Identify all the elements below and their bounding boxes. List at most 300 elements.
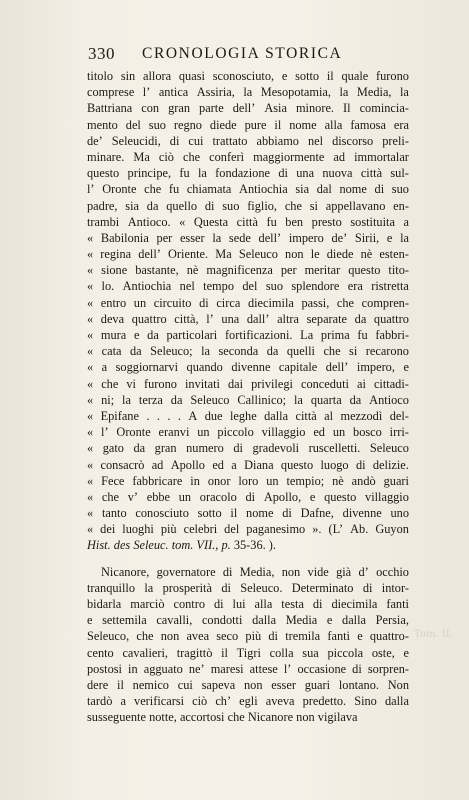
- word: nè: [360, 247, 373, 262]
- word: villaggio: [365, 489, 409, 504]
- word: del: [224, 522, 240, 537]
- word: susseguente: [87, 710, 146, 725]
- word: «: [87, 263, 94, 278]
- word: Ma: [133, 149, 150, 164]
- text-line: [87, 359, 409, 375]
- word: Seleucidi,: [111, 133, 161, 148]
- word: settemila: [102, 613, 147, 628]
- word: e: [386, 230, 393, 245]
- word: da: [354, 311, 367, 326]
- word: a: [231, 457, 237, 472]
- word: l’: [283, 661, 292, 676]
- text-line: [87, 473, 409, 489]
- word: bosco: [353, 425, 382, 440]
- word: quattro: [131, 311, 167, 326]
- word: .: [156, 408, 160, 423]
- word: deva: [100, 311, 125, 326]
- word: pure: [244, 117, 267, 132]
- word: era: [393, 117, 409, 132]
- word: minare.: [87, 149, 125, 164]
- word: per: [156, 230, 173, 245]
- word: la: [197, 166, 207, 181]
- word: che: [182, 149, 201, 164]
- word: sia: [125, 198, 139, 213]
- text-line: [87, 149, 409, 165]
- word: regno: [173, 117, 202, 132]
- word: circa: [216, 295, 241, 310]
- word: colla: [269, 645, 294, 660]
- word: la: [122, 392, 131, 407]
- word: a: [101, 360, 108, 375]
- text-line: [87, 596, 409, 612]
- word: un: [332, 425, 346, 440]
- word: seco: [216, 629, 239, 644]
- word: suo: [222, 198, 240, 213]
- word: attese: [249, 661, 278, 676]
- word: Il: [343, 101, 351, 116]
- word: ruscelletti.: [308, 441, 361, 456]
- word: la: [243, 85, 253, 100]
- word: di: [374, 182, 385, 197]
- word: diecimila: [331, 597, 378, 611]
- word: nel: [307, 133, 324, 148]
- body-text: [87, 68, 409, 726]
- word: nè: [332, 473, 344, 488]
- word: invitati: [184, 376, 220, 391]
- word: una: [296, 166, 315, 181]
- word: un: [133, 295, 147, 310]
- word: Seleuco,: [87, 629, 130, 644]
- word: dere: [87, 677, 109, 692]
- text-line: [87, 84, 409, 100]
- word: capitale: [278, 360, 318, 375]
- word: «: [87, 295, 94, 310]
- text-line: [87, 564, 409, 580]
- word: oracolo: [199, 489, 237, 504]
- word: sotto: [295, 69, 320, 83]
- text-line: [87, 117, 409, 133]
- word: nemico: [132, 677, 169, 692]
- word: si: [349, 344, 358, 359]
- word: Ab.: [350, 522, 369, 537]
- word: mento: [87, 117, 118, 132]
- word: agguato: [143, 661, 183, 676]
- word: ben: [285, 214, 304, 229]
- word: cui: [188, 133, 204, 148]
- word: loro: [238, 473, 259, 488]
- word: nè: [186, 263, 199, 278]
- word: particolari: [166, 328, 218, 342]
- word: da: [170, 392, 183, 407]
- word: tempio;: [286, 473, 325, 488]
- word: esser: [271, 677, 296, 692]
- word: .: [167, 408, 171, 423]
- word: cata: [101, 344, 122, 359]
- word: tardò: [87, 694, 113, 709]
- word: occhio: [376, 564, 409, 579]
- word: piccolo: [217, 425, 254, 440]
- word: questo: [87, 166, 120, 181]
- word: onor: [207, 473, 231, 488]
- word: «: [87, 360, 94, 375]
- word: Seleuco: [238, 247, 278, 262]
- word: dell’: [258, 230, 282, 245]
- word: lontano.: [338, 677, 379, 692]
- word: Guyon: [375, 522, 409, 537]
- text-line: [87, 214, 409, 230]
- word: principe,: [127, 166, 172, 181]
- word: gran: [168, 101, 191, 116]
- word: Antioco.: [127, 214, 171, 229]
- word: di: [282, 506, 292, 521]
- word: Seleuco.: [240, 580, 283, 595]
- word: .: [177, 408, 181, 423]
- word: quasi: [178, 69, 205, 83]
- word: Seleuc.: [133, 538, 169, 553]
- word: cavalli,: [156, 613, 193, 628]
- word: vi: [126, 376, 136, 391]
- word: «: [87, 328, 94, 342]
- word: quattro: [373, 311, 409, 326]
- page-number: 330: [88, 44, 115, 63]
- word: dall’: [246, 311, 270, 326]
- word: compren-: [361, 295, 409, 310]
- word: testa: [281, 597, 304, 611]
- text-line: [87, 440, 409, 456]
- word: Antiochia: [239, 182, 288, 197]
- word: comincia-: [359, 101, 409, 116]
- word: v’: [127, 489, 139, 504]
- word: questo: [280, 457, 314, 472]
- word: il: [274, 117, 282, 132]
- word: il: [326, 69, 334, 83]
- word: non: [285, 247, 304, 262]
- word: il: [221, 645, 228, 660]
- word: conosciuto: [135, 506, 189, 521]
- word: tranquillo: [87, 580, 135, 595]
- word: questo: [324, 489, 357, 504]
- paragraph-gap: [87, 554, 409, 564]
- word: del-: [389, 408, 409, 423]
- word: due: [204, 408, 223, 423]
- word: fortificazioni.: [224, 328, 293, 342]
- word: Fece: [101, 473, 125, 488]
- word: di: [355, 457, 366, 472]
- word: non: [281, 564, 301, 579]
- word: maresi: [210, 661, 244, 676]
- word: di: [268, 629, 278, 644]
- word: notte,: [149, 710, 177, 725]
- word: per: [280, 263, 297, 278]
- word: separate: [306, 311, 348, 326]
- word: regina: [100, 247, 132, 262]
- word: non: [296, 710, 315, 725]
- word: «: [179, 214, 186, 229]
- text-line: [87, 661, 409, 677]
- word: Media,: [356, 85, 392, 100]
- word: Ma: [215, 247, 232, 262]
- word: allora: [143, 69, 172, 83]
- text-line: [87, 165, 409, 181]
- text-line: [87, 677, 409, 693]
- text-line: [87, 343, 409, 359]
- word: Questa: [193, 214, 229, 229]
- word: l’: [101, 425, 109, 440]
- word: Persia,: [375, 613, 409, 628]
- word: e: [281, 69, 288, 83]
- word: quarta: [310, 392, 342, 407]
- word: del: [242, 279, 258, 294]
- word: comprese: [87, 85, 135, 100]
- word: «: [87, 489, 94, 504]
- word: circuito: [153, 295, 192, 310]
- word: «: [87, 230, 94, 245]
- word: Oriente.: [168, 247, 209, 262]
- word: che: [323, 344, 341, 359]
- word: ebbe: [146, 489, 171, 504]
- word: avea: [186, 629, 210, 644]
- word: Determinato: [291, 580, 354, 595]
- word: «: [87, 247, 94, 262]
- word: VII.,: [196, 538, 219, 553]
- word: mura: [100, 328, 127, 342]
- word: dell’: [325, 360, 349, 375]
- word: accortosi: [179, 710, 225, 725]
- text-line: [87, 100, 409, 116]
- word: fanti: [327, 629, 350, 644]
- word: «: [87, 506, 94, 521]
- word: alla: [324, 117, 343, 132]
- word: non: [160, 629, 180, 644]
- word: già: [336, 564, 352, 579]
- word: Seleuco;: [150, 344, 193, 359]
- word: suo: [391, 182, 409, 197]
- word: conceduti: [300, 376, 349, 391]
- text-line: [87, 537, 409, 553]
- word: «: [87, 344, 94, 359]
- word: cui: [177, 677, 193, 692]
- word: la: [400, 85, 409, 100]
- word: Media,: [239, 564, 275, 579]
- word: quando: [186, 360, 223, 375]
- word: esser: [179, 230, 205, 245]
- word: antica: [158, 85, 189, 100]
- word: irri-: [389, 425, 409, 440]
- word: una: [221, 311, 240, 326]
- word: abbiamo: [256, 133, 299, 148]
- word: fabbri-: [375, 328, 409, 342]
- word: di: [204, 198, 215, 213]
- word: e: [133, 328, 140, 342]
- word: del: [125, 117, 141, 132]
- text-line: [87, 489, 409, 505]
- word: ni;: [101, 392, 115, 407]
- text-line: [87, 181, 409, 197]
- word: cittadi-: [373, 376, 409, 391]
- word: de’: [87, 133, 103, 148]
- word: ciò: [158, 149, 174, 164]
- text-line: [87, 709, 409, 725]
- word: p.: [221, 538, 231, 553]
- word: da: [133, 441, 146, 456]
- word: gradevoli: [252, 441, 300, 456]
- word: piccola: [327, 645, 364, 660]
- word: dalla: [384, 694, 409, 709]
- word: a: [120, 694, 126, 709]
- word: prosperità: [162, 580, 212, 595]
- word: suo: [265, 279, 283, 294]
- word: ad: [333, 149, 346, 164]
- word: di: [312, 597, 323, 611]
- word: consacrò: [100, 457, 145, 472]
- word: predetto.: [302, 694, 347, 709]
- word: sconosciuto,: [212, 69, 275, 83]
- word: di: [233, 441, 243, 456]
- word: dalla: [252, 613, 277, 628]
- text-line: [87, 198, 409, 214]
- word: Asia: [264, 101, 287, 116]
- text-line: [87, 505, 409, 521]
- word: dei: [100, 522, 116, 537]
- word: da: [349, 392, 362, 407]
- word: intor-: [381, 580, 409, 595]
- text-line: [87, 68, 409, 84]
- word: quelli: [286, 344, 315, 359]
- word: dell’: [232, 101, 256, 116]
- word: paganesimo: [246, 522, 306, 537]
- word: Media: [285, 613, 318, 628]
- word: presto: [311, 214, 342, 229]
- word: da: [266, 344, 279, 359]
- word: bastante,: [135, 263, 179, 278]
- word: ai: [356, 376, 366, 391]
- text-line: [87, 392, 409, 408]
- word: cavalieri,: [122, 645, 169, 660]
- word: vide: [307, 564, 329, 579]
- word: ciò: [192, 694, 208, 709]
- word: e: [309, 489, 316, 504]
- word: l’: [206, 311, 214, 326]
- word: Hist.: [87, 538, 111, 553]
- word: uno: [390, 506, 409, 521]
- word: conferì: [209, 149, 245, 164]
- word: si: [309, 198, 318, 213]
- word: minore.: [295, 101, 335, 116]
- word: governatore: [156, 564, 216, 579]
- word: diede: [209, 117, 237, 132]
- word: Nicanore,: [101, 564, 150, 579]
- word: sia: [295, 182, 310, 197]
- text-line: [87, 457, 409, 473]
- text-line: [87, 311, 409, 327]
- running-title: CRONOLOGIA STORICA: [142, 45, 343, 62]
- word: Epifane: [100, 408, 139, 423]
- word: parte: [199, 101, 224, 116]
- word: e: [403, 360, 409, 375]
- word: terza: [138, 392, 163, 407]
- word: (L’: [328, 522, 344, 537]
- word: andò: [351, 473, 376, 488]
- word: era: [347, 279, 363, 294]
- text-line: [87, 521, 409, 537]
- word: ».: [312, 522, 322, 537]
- word: città: [236, 214, 258, 229]
- word: di: [278, 166, 288, 181]
- word: sua: [302, 645, 319, 660]
- word: eranvi: [158, 425, 190, 440]
- word: de’: [331, 230, 348, 245]
- word: Non: [387, 677, 409, 692]
- word: maggiormente: [253, 149, 325, 164]
- word: le: [310, 247, 320, 262]
- text-line: [87, 262, 409, 278]
- word: che: [227, 710, 245, 725]
- word: sostituita: [350, 214, 395, 229]
- word: la: [201, 344, 211, 359]
- word: A: [188, 408, 198, 423]
- word: occasione: [297, 661, 347, 676]
- word: Apollo: [170, 457, 205, 472]
- word: d’: [358, 564, 369, 579]
- word: più: [245, 629, 262, 644]
- word: fu: [357, 328, 368, 342]
- text-line: [87, 693, 409, 709]
- word: città,: [174, 311, 199, 326]
- text-line: [87, 376, 409, 392]
- text-line: [87, 424, 409, 440]
- word: Seleuco: [190, 392, 230, 407]
- word: tempo: [203, 279, 234, 294]
- word: «: [87, 457, 94, 472]
- word: questo: [348, 263, 381, 278]
- word: la: [293, 392, 303, 407]
- word: ch’: [215, 694, 232, 709]
- word: diede: [326, 247, 354, 262]
- word: in: [190, 473, 200, 488]
- word: la: [144, 580, 154, 595]
- word: gran: [154, 441, 177, 456]
- word: «: [87, 473, 94, 488]
- word: lui: [232, 597, 246, 611]
- word: e: [403, 645, 409, 660]
- word: alla: [254, 597, 273, 611]
- word: «: [87, 441, 94, 456]
- word: titolo: [87, 69, 114, 83]
- text-line: [87, 327, 409, 343]
- word: tanto: [101, 506, 127, 521]
- word: altra: [277, 311, 299, 326]
- word: ristretta: [371, 279, 409, 294]
- word: verificarsi: [134, 694, 185, 709]
- word: «: [87, 408, 94, 423]
- word: il: [117, 677, 124, 692]
- word: che: [101, 376, 119, 391]
- word: di: [221, 580, 231, 595]
- word: Seleuco: [369, 441, 409, 456]
- word: dalla: [342, 613, 367, 628]
- word: che: [336, 295, 355, 310]
- word: da: [146, 198, 159, 213]
- text-line: [87, 408, 409, 424]
- word: vigilava: [317, 710, 358, 725]
- word: trattato: [212, 133, 248, 148]
- word: La: [300, 328, 314, 342]
- word: impero: [288, 230, 324, 245]
- word: Apollo,: [263, 489, 302, 504]
- word: «: [87, 425, 94, 440]
- word: meritar: [304, 263, 341, 278]
- word: fu: [266, 214, 277, 229]
